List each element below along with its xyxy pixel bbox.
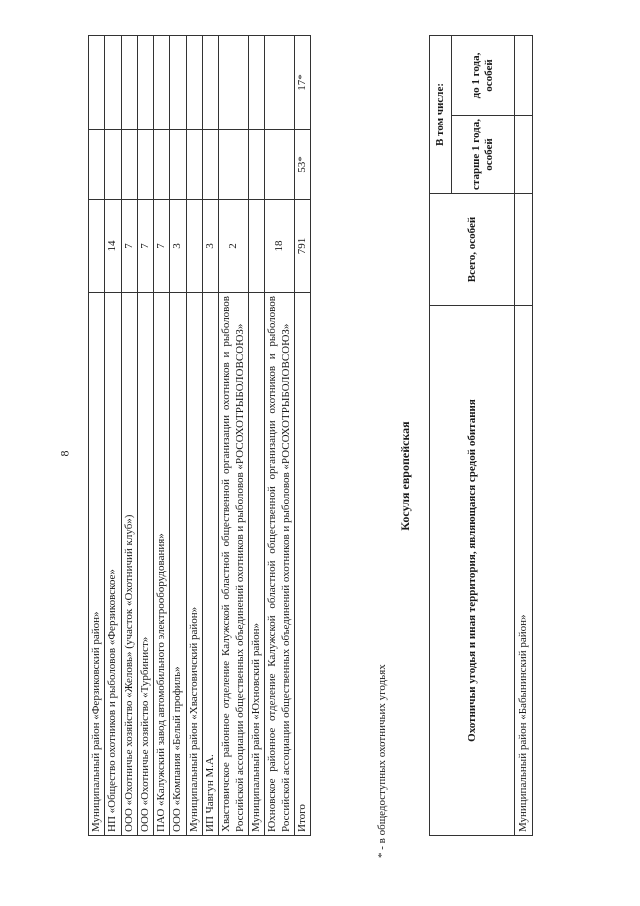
footnote: * - в общедоступных охотничьих угодьях — [376, 664, 388, 858]
table-row — [170, 36, 186, 836]
species-title: Косуля европейская — [398, 421, 412, 531]
table2-first-row: Муниципальный район «Бабынинский район» — [515, 306, 533, 836]
row-young: 17* — [294, 36, 310, 130]
row-name: Хвастовичское районное отделение Калужской областной общественной организации охотников и рыболовов Российской ассоциации общественных объединений охотников и рыболовов «РОСОХОТРЫБОЛОВСОЮЗ» — [219, 293, 249, 836]
row-older — [89, 130, 105, 200]
header-including: В том числе: — [430, 36, 452, 194]
row-total — [89, 200, 105, 293]
row-older — [248, 130, 264, 200]
row-older — [154, 130, 170, 200]
table-row — [219, 36, 249, 836]
row-older — [265, 130, 295, 200]
row-total: 3 — [203, 200, 219, 293]
row-young — [203, 36, 219, 130]
table-row — [294, 36, 310, 836]
row-name: Муниципальный район «Юхновский район» — [248, 293, 264, 836]
table-row — [154, 36, 170, 836]
header-young: до 1 года, особей — [452, 36, 515, 116]
row-young — [89, 36, 105, 130]
row-older: 53* — [294, 130, 310, 200]
row-total — [248, 200, 264, 293]
row-older — [170, 130, 186, 200]
table-row — [186, 36, 202, 836]
header-total: Всего, особей — [430, 194, 515, 306]
header-territory: Охотничьи угодья и иная территория, являющаяся средой обитания — [430, 306, 515, 836]
row-total: 7 — [137, 200, 153, 293]
row-total: 7 — [154, 200, 170, 293]
row-older — [219, 130, 249, 200]
row-young — [248, 36, 264, 130]
table-row — [248, 36, 264, 836]
row-name: Муниципальный район «Ферзиковский район» — [89, 293, 105, 836]
header-older: старше 1 года, особей — [452, 116, 515, 194]
row-name: Итого — [294, 293, 310, 836]
table-row — [121, 36, 137, 836]
row-young — [265, 36, 295, 130]
page-number: 8 — [57, 450, 72, 457]
row-young — [105, 36, 121, 130]
row-name: НП «Общество охотников и рыболовов «Ферзиковское» — [105, 293, 121, 836]
row-older — [203, 130, 219, 200]
hunting-grounds-table — [88, 35, 311, 836]
row-name: ООО «Компания «Белый профиль» — [170, 293, 186, 836]
row-older — [105, 130, 121, 200]
row-name: ИП Чавгун М.А. — [203, 293, 219, 836]
row-name: ООО «Охотничье хозяйство «Турбинист» — [137, 293, 153, 836]
row-older — [186, 130, 202, 200]
row-total: 14 — [105, 200, 121, 293]
row-name: ПАО «Калужский завод автомобильного электрооборудования» — [154, 293, 170, 836]
row-total: 3 — [170, 200, 186, 293]
table-row — [89, 36, 105, 836]
row-young — [186, 36, 202, 130]
row-young — [121, 36, 137, 130]
row-total: 791 — [294, 200, 310, 293]
row-total — [186, 200, 202, 293]
row-name: Муниципальный район «Хвастовичский район» — [186, 293, 202, 836]
row-young — [137, 36, 153, 130]
row-total: 7 — [121, 200, 137, 293]
table-row — [137, 36, 153, 836]
table-row — [265, 36, 295, 836]
table-row — [203, 36, 219, 836]
row-older — [121, 130, 137, 200]
row-total: 2 — [219, 200, 249, 293]
row-young — [154, 36, 170, 130]
roe-deer-table — [429, 35, 533, 836]
table-row — [105, 36, 121, 836]
row-young — [170, 36, 186, 130]
row-young — [219, 36, 249, 130]
row-total: 18 — [265, 200, 295, 293]
row-older — [137, 130, 153, 200]
row-name: Юхновское районное отделение Калужской областной общественной организации охотников и рыболовов Российской ассоциации общественных объединений охотников и рыболовов «РОСОХОТРЫБОЛОВСОЮЗ» — [265, 293, 295, 836]
row-name: ООО «Охотничье хозяйство «Желовь» (участок «Охотничий клуб») — [121, 293, 137, 836]
